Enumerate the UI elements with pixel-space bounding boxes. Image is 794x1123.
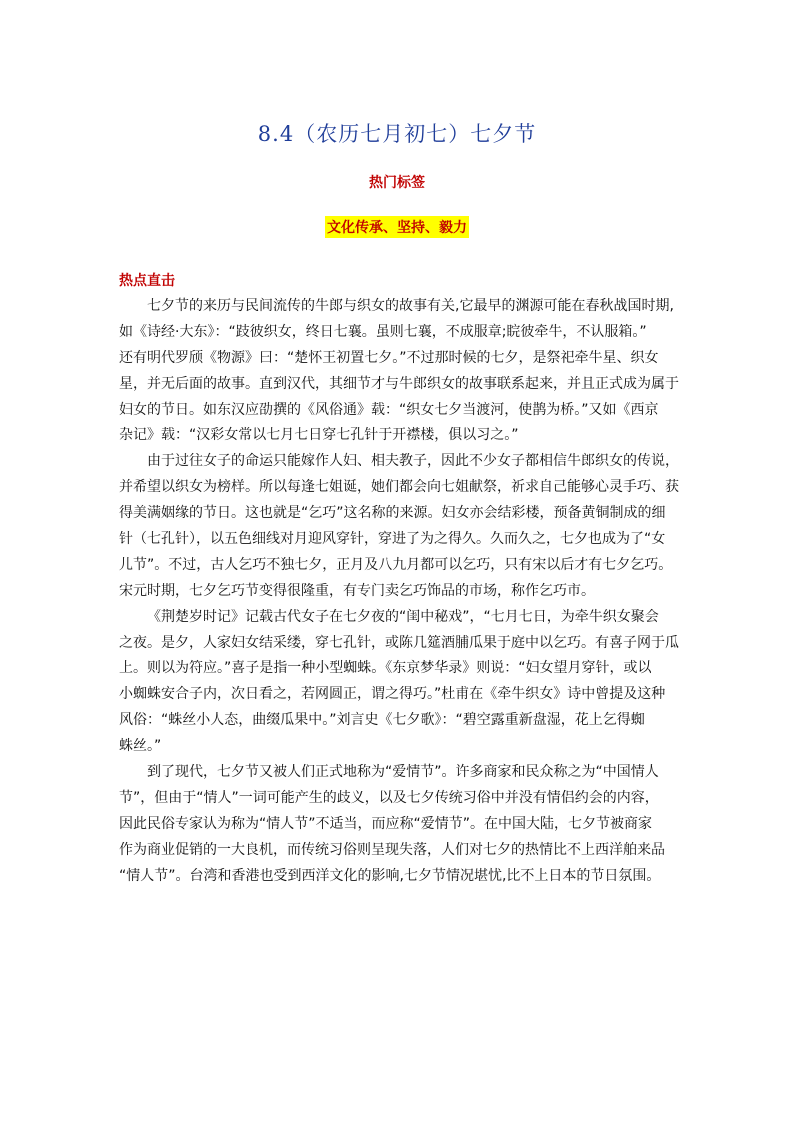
text-line: 妇女的节日。如东汉应劭撰的《风俗通》载：“织女七夕当渡河，使鹊为桥。”又如《西京: [119, 401, 659, 418]
text-line: 作为商业促销的一大良机，而传统习俗则呈现失落，人们对七夕的热情比不上西洋舶来品: [119, 841, 665, 858]
text-line: 宋元时期，七夕乞巧节变得很隆重，有专门卖乞巧饰品的市场，称作乞巧市。: [119, 582, 595, 599]
text-line: 《荆楚岁时记》记载古代女子在七夕夜的“闺中秘戏”，“七月七日，为牵牛织女聚会: [147, 608, 659, 625]
highlighted-tags: 文化传承、坚持、毅力: [325, 216, 469, 238]
text-line: 由于过往女子的命运只能嫁作人妇、相夫教子，因此不少女子都相信牛郎织女的传说，: [147, 453, 679, 470]
text-line: 小蜘蛛安合子内，次日看之，若网圆正，谓之得巧。”杜甫在《牵牛织女》诗中曾提及这种: [119, 686, 666, 703]
text-line: 蛛丝。”: [119, 738, 162, 755]
text-line: 风俗：“蛛丝小人态，曲缀瓜果中。”刘言史《七夕歌》：“碧空露重新盘湿，花上乞得蜘: [119, 712, 645, 729]
article-body: [119, 294, 681, 889]
text-line: 节”，但由于“情人”一词可能产生的歧义，以及七夕传统习俗中并没有情侣约会的内容，: [119, 789, 659, 806]
text-line: “情人节”。台湾和香港也受到西洋文化的影响,七夕节情况堪忧,比不上日本的节日氛围。: [119, 867, 661, 884]
text-line: 还有明代罗颀《物源》曰：“楚怀王初置七夕。”不过那时候的七夕，是祭祀牵牛星、织女: [119, 349, 659, 366]
text-line: 因此民俗专家认为称为“情人节”不适当，而应称“爱情节”。在中国大陆，七夕节被商家: [119, 815, 653, 832]
tags-container: [0, 216, 794, 238]
document-title: 8.4（农历七月初七）七夕节: [257, 122, 537, 146]
text-line: 如《诗经·大东》：“跂彼织女，终日七襄。虽则七襄，不成服章;睆彼牵牛，不认服箱。”: [119, 323, 647, 340]
text-line: 七夕节的来历与民间流传的牛郎与织女的故事有关,它最早的渊源可能在春秋战国时期,: [147, 298, 674, 314]
text-line: 针（七孔针），以五色细线对月迎风穿针，穿进了为之得久。久而久之，七夕也成为了“女: [119, 531, 666, 548]
text-line: 并希望以织女为榜样。所以每逢七姐诞，她们都会向七姐献祭，祈求自己能够心灵手巧、获: [119, 479, 679, 496]
text-line: 到了现代，七夕节又被人们正式地称为“爱情节”。许多商家和民众称之为“中国情人: [147, 764, 659, 781]
text-line: 儿节”。不过，古人乞巧不独七夕，正月及八九月都可以乞巧，只有宋以后才有七夕乞巧。: [119, 556, 673, 573]
tag-heading: 热门标签: [369, 175, 425, 191]
text-line: 上。则以为符应。”喜子是指一种小型蜘蛛。《东京梦华录》则说：“妇女望月穿针，或以: [119, 660, 652, 677]
text-line: 星，并无后面的故事。直到汉代，其细节才与牛郎织女的故事联系起来，并且正式成为属于: [119, 375, 679, 392]
text-line: 得美满姻缘的节日。这也就是“乞巧”这名称的来源。妇女亦会结彩楼，预备黄铜制成的细: [119, 505, 666, 522]
section-heading: 热点直击: [119, 273, 175, 289]
text-line: 杂记》载：“汉彩女常以七月七日穿七孔针于开襟楼，俱以习之。”: [119, 427, 519, 444]
text-line: 之夜。是夕，人家妇女结采缕，穿七孔针，或陈几筵酒脯瓜果于庭中以乞巧。有喜子网于瓜: [119, 634, 679, 651]
